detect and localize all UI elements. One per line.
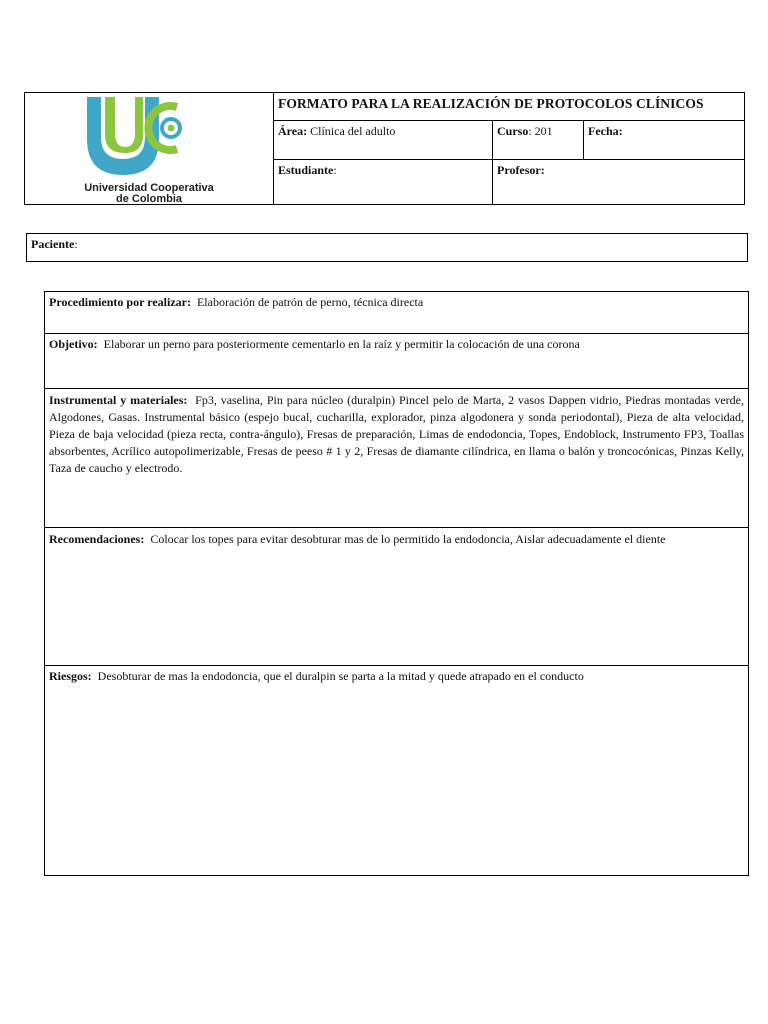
estudiante-cell[interactable]	[274, 160, 492, 181]
riesgos-text: Desobturar de mas la endodoncia, que el duralpin se parta a la mitad y quede atrapado en el conducto	[97, 669, 584, 683]
section-riesgos	[45, 666, 748, 687]
area-value: Clínica del adulto	[310, 124, 396, 138]
section-instrumental	[45, 389, 748, 480]
recomendaciones-label: Recomendaciones:	[49, 532, 145, 546]
profesor-cell[interactable]	[493, 160, 744, 181]
logo-name-line2: de Colombia	[115, 193, 182, 205]
profesor-label: Profesor:	[497, 163, 545, 177]
logo-name-line1: Universidad Cooperativa	[84, 182, 214, 194]
area-label: Área:	[278, 124, 308, 138]
curso-value: : 201	[528, 124, 553, 138]
area-cell	[274, 121, 492, 142]
curso-label: Curso	[497, 124, 529, 138]
university-logo	[25, 93, 273, 204]
estudiante-label: Estudiante	[278, 163, 334, 177]
section-objetivo	[45, 334, 748, 355]
section-recomendaciones	[45, 528, 748, 551]
form-title: FORMATO PARA LA REALIZACIÓN DE PROTOCOLOS CLÍNICOS	[278, 96, 704, 111]
objetivo-text: Elaborar un perno para posteriormente cementarlo en la raíz y permitir la colocación de una corona	[103, 337, 580, 351]
procedimiento-text: Elaboración de patrón de perno, técnica directa	[196, 295, 424, 309]
fecha-label: Fecha:	[588, 124, 623, 138]
curso-cell	[493, 121, 583, 142]
instrumental-text: Fp3, vaselina, Pin para núcleo (duralpin) Pincel pelo de Marta, 2 vasos Dappen vidrio, Piedras montadas verde, Algodones, Gasas. Instrumental básico (espejo bucal, cucharilla, explorador, pinza algodonera y sonda periodontal), Pieza de alta velocidad, Pieza de baja velocidad (pieza recta, contra-ángulo), Fresas de preparación, Limas de endodoncia, Topes, Endoblock, Instrumento FP3, Toallas absorbentes, Acrílico autopolimerizable, Fresas de peeso # 1 y 2, Fresas de diamante cilíndrica, en llama o balón y troncocónicas, Pinzas Kelly, Taza de caucho y electrodo.	[49, 393, 744, 475]
instrumental-label: Instrumental y materiales:	[49, 393, 188, 407]
estudiante-suffix: :	[333, 163, 337, 177]
paciente-cell	[27, 234, 727, 255]
riesgos-label: Riesgos:	[49, 669, 92, 683]
fecha-cell[interactable]	[584, 121, 744, 142]
procedimiento-label: Procedimiento por realizar:	[49, 295, 191, 309]
objetivo-label: Objetivo:	[49, 337, 98, 351]
recomendaciones-text: Colocar los topes para evitar desobturar mas de lo permitido la endodoncia, Aislar adecuadamente el diente	[150, 532, 666, 546]
paciente-suffix: :	[74, 237, 78, 251]
paciente-label: Paciente	[31, 237, 75, 251]
sections-table	[44, 291, 749, 876]
section-procedimiento	[45, 292, 748, 313]
